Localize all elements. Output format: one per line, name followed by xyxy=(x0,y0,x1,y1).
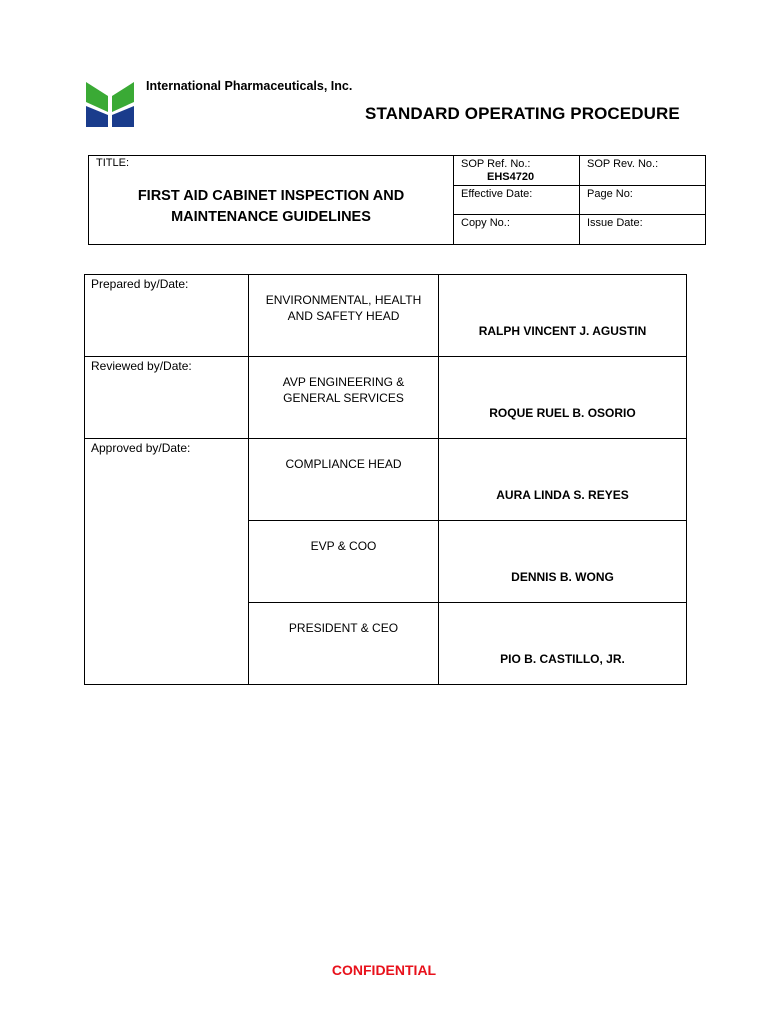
document-type-heading: STANDARD OPERATING PROCEDURE xyxy=(365,104,680,123)
approved-by-label: Approved by/Date: xyxy=(91,441,191,455)
signatory-cell xyxy=(439,603,687,685)
effective-date-cell xyxy=(454,185,580,215)
position-title: PRESIDENT & CEO xyxy=(288,621,399,635)
signatory-name: RALPH VINCENT J. AGUSTIN xyxy=(478,324,647,338)
sop-ref-value: EHS4720 xyxy=(487,171,535,183)
document-title: FIRST AID CABINET INSPECTION AND MAINTENANCE GUIDELINES xyxy=(137,188,405,225)
page-no-label: Page No: xyxy=(587,187,633,200)
table-row xyxy=(85,439,687,521)
position-cell xyxy=(249,357,439,439)
table-row xyxy=(85,357,687,439)
position-cell xyxy=(249,275,439,357)
reviewed-by-label: Reviewed by/Date: xyxy=(91,359,192,373)
position-cell xyxy=(249,521,439,603)
signatory-cell xyxy=(439,439,687,521)
sop-ref-cell xyxy=(454,156,580,186)
issue-date-cell xyxy=(580,215,706,245)
sop-ref-label: SOP Ref. No.: xyxy=(461,158,531,170)
sop-rev-label: SOP Rev. No.: xyxy=(587,158,659,170)
effective-date-label: Effective Date: xyxy=(461,187,533,200)
position-title: ENVIRONMENTAL, HEALTH AND SAFETY HEAD xyxy=(265,293,422,323)
document-info-table xyxy=(88,155,706,245)
copy-no-cell xyxy=(454,215,580,245)
signatory-name: AURA LINDA S. REYES xyxy=(496,488,629,502)
confidential-label: CONFIDENTIAL xyxy=(331,962,437,978)
signatory-name: DENNIS B. WONG xyxy=(511,570,614,584)
position-cell xyxy=(249,439,439,521)
reviewed-by-cell xyxy=(85,357,249,439)
prepared-by-label: Prepared by/Date: xyxy=(91,277,189,291)
position-title: AVP ENGINEERING & GENERAL SERVICES xyxy=(282,375,405,405)
signatory-cell xyxy=(439,275,687,357)
company-logo-icon xyxy=(84,80,136,128)
issue-date-label: Issue Date: xyxy=(587,217,643,230)
sop-rev-cell xyxy=(580,156,706,186)
signatory-cell xyxy=(439,357,687,439)
title-label: TITLE: xyxy=(96,157,130,169)
approved-by-cell xyxy=(85,439,249,685)
signatory-table xyxy=(84,274,687,685)
signatory-cell xyxy=(439,521,687,603)
signatory-name: PIO B. CASTILLO, JR. xyxy=(500,652,625,666)
company-name: International Pharmaceuticals, Inc. xyxy=(146,79,353,93)
position-cell xyxy=(249,603,439,685)
table-row xyxy=(85,275,687,357)
title-cell xyxy=(89,156,454,245)
copy-no-label: Copy No.: xyxy=(461,217,510,230)
position-title: COMPLIANCE HEAD xyxy=(285,457,402,471)
page-no-cell xyxy=(580,185,706,215)
signatory-name: ROQUE RUEL B. OSORIO xyxy=(489,406,636,420)
prepared-by-cell xyxy=(85,275,249,357)
position-title: EVP & COO xyxy=(310,539,377,553)
